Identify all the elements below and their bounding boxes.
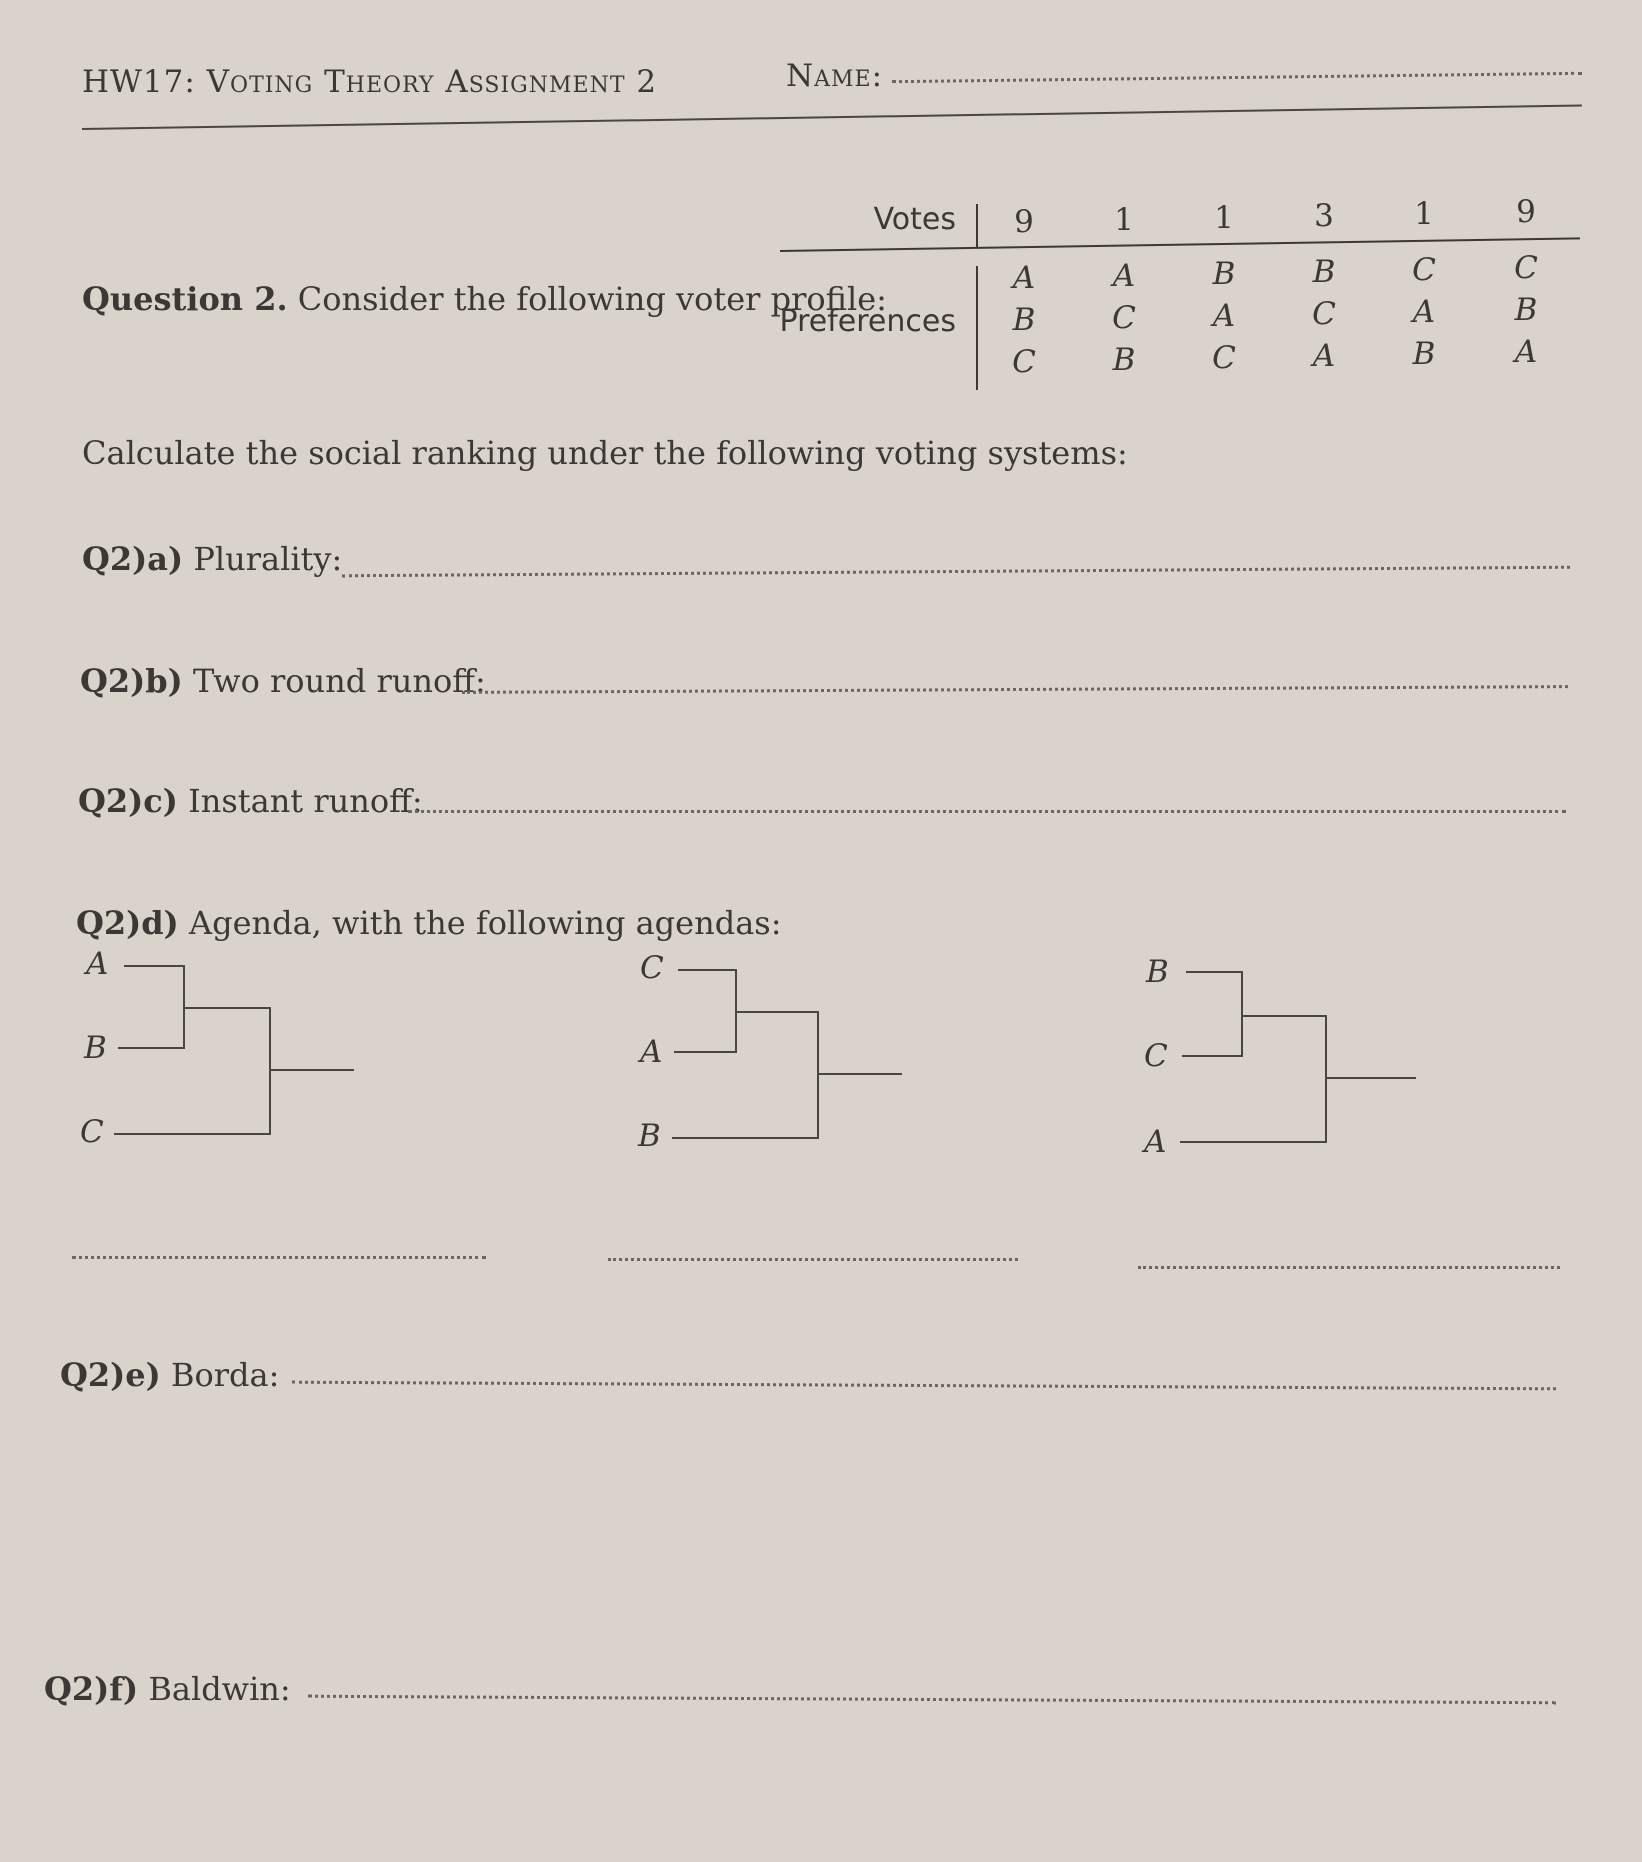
agenda-3-first: B [1146,954,1169,990]
voter-profile-table [780,190,1580,400]
preference-cell: C [1012,344,1036,380]
question-label: Question 2. [82,280,288,318]
instruction-text: Calculate the social ranking under the following voting systems: [82,434,1128,472]
part-b-text: Two round runoff: [192,662,486,700]
header-rule [82,104,1582,130]
votes-cell: 1 [1214,200,1234,236]
table-header-rule [780,237,1580,252]
part-a-answer-field[interactable] [342,566,1570,578]
preference-cell: A [1012,260,1036,296]
preference-cell: C [1312,296,1336,332]
part-c-text: Instant runoff: [188,782,423,820]
preference-cell: B [1112,342,1136,378]
preference-cell: C [1514,250,1538,286]
preference-cell: B [1212,256,1236,292]
agenda-3-answer-field[interactable] [1138,1266,1560,1269]
part-e-label: Q2)e) [60,1356,161,1394]
part-f-answer-field[interactable] [308,1695,1556,1705]
preference-cell: A [1312,338,1336,374]
votes-cell: 3 [1314,198,1334,234]
part-e [60,1356,279,1394]
agenda-1-second: B [84,1030,107,1066]
agenda-2-answer-field[interactable] [608,1258,1018,1261]
part-b [80,662,486,700]
part-f [44,1670,291,1708]
agenda-3-lines [1172,964,1432,1148]
preference-cell: A [1514,334,1538,370]
part-c-answer-field[interactable] [408,810,1566,813]
part-e-text: Borda: [170,1356,280,1394]
agenda-2-second: A [640,1034,663,1070]
votes-cell: 1 [1114,202,1134,238]
agenda-1-answer-field[interactable] [72,1256,486,1259]
part-a-label: Q2)a) [82,540,184,578]
agenda-2-lines [664,960,924,1144]
name-field[interactable] [892,72,1582,83]
preferences-header: Preferences [779,304,956,339]
preference-cell: A [1412,294,1436,330]
part-a-text: Plurality: [193,540,343,578]
part-d-text: Agenda, with the following agendas: [188,904,782,942]
agenda-3-second: C [1144,1038,1168,1074]
question-intro [82,280,887,318]
question-text: Consider the following voter profile: [297,280,887,318]
table-vertical-divider [976,204,978,248]
name-label: Name: [786,58,884,94]
assignment-title: HW17: Voting Theory Assignment 2 [82,64,658,100]
preference-cell: C [1412,252,1436,288]
votes-header: Votes [873,202,956,237]
preference-cell: A [1212,298,1236,334]
preference-cell: B [1012,302,1036,338]
votes-cell: 9 [1516,194,1536,230]
part-d [76,904,781,942]
votes-cell: 9 [1014,204,1034,240]
agenda-2-first: C [640,950,664,986]
preference-cell: B [1412,336,1436,372]
agenda-3-third: A [1144,1124,1167,1160]
part-a [82,540,342,578]
agenda-1-first: A [86,946,109,982]
part-f-text: Baldwin: [148,1670,291,1708]
table-vertical-divider-lower [976,266,978,390]
agenda-2-third: B [638,1118,661,1154]
part-f-label: Q2)f) [44,1670,139,1708]
part-d-label: Q2)d) [76,904,179,942]
agenda-1-third: C [80,1114,104,1150]
part-b-answer-field[interactable] [462,685,1568,694]
part-c-label: Q2)c) [78,782,178,820]
part-c [78,782,423,820]
agenda-1-lines [110,956,370,1140]
preference-cell: B [1312,254,1336,290]
votes-cell: 1 [1414,196,1434,232]
preference-cell: A [1112,258,1136,294]
part-b-label: Q2)b) [80,662,183,700]
preference-cell: C [1212,340,1236,376]
preference-cell: C [1112,300,1136,336]
part-e-answer-field[interactable] [292,1381,1556,1391]
preference-cell: B [1514,292,1538,328]
